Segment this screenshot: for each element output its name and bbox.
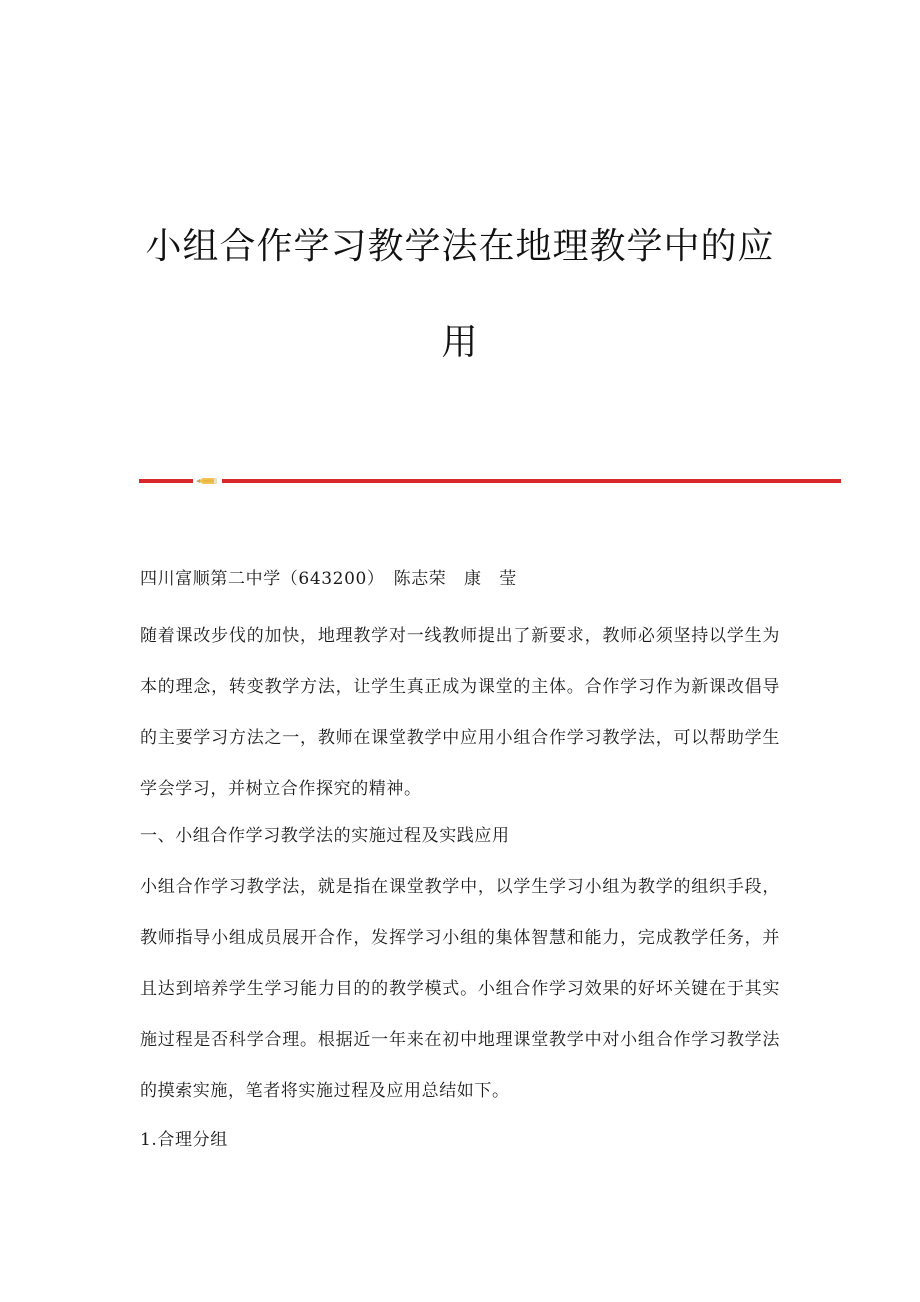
subsection-heading-1: 1.合理分组 bbox=[140, 1130, 228, 1150]
section-heading-1: 一、小组合作学习教学法的实施过程及实践应用 bbox=[140, 826, 510, 846]
pencil-icon bbox=[196, 476, 218, 486]
divider-bar-right bbox=[222, 479, 841, 483]
title-line-1: 小组合作学习教学法在地理教学中的应 bbox=[145, 226, 775, 267]
author-affiliation: 四川富顺第二中学（643200） 陈志荣 康 莹 bbox=[140, 569, 517, 589]
body-paragraph: 小组合作学习教学法，就是指在课堂教学中，以学生学习小组为教学的组织手段，教师指导小组成员展开合作，发挥学习小组的集体智慧和能力，完成教学任务，并且达到培养学生学习能力目的的教学模式。小组合作学习效果的好坏关键在于其实施过程是否科学合理。根据近一年来在初中地理课堂教学中对小组合作学习教学法的摸索实施，笔者将实施过程及应用总结如下。 bbox=[140, 877, 780, 1101]
intro-paragraph: 随着课改步伐的加快，地理教学对一线教师提出了新要求，教师必须坚持以学生为本的理念，转变教学方法，让学生真正成为课堂的主体。合作学习作为新课改倡导的主要学习方法之一，教师在课堂教学中应用小组合作学习教学法，可以帮助学生学会学习，并树立合作探究的精神。 bbox=[140, 626, 780, 799]
title-divider bbox=[139, 476, 841, 484]
title-line-2: 用 bbox=[441, 322, 479, 363]
divider-bar-left bbox=[139, 479, 193, 483]
